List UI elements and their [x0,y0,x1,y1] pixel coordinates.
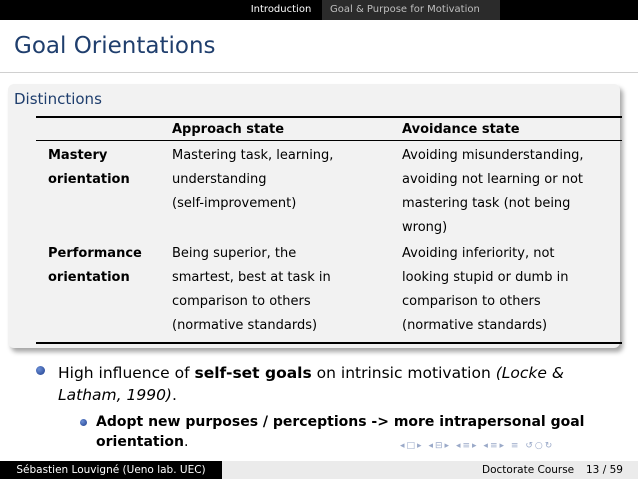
nav-right-icon[interactable]: ▸ [472,441,479,451]
nav-back-icon[interactable]: ↻ [544,441,555,451]
bullet-text-part: High influence of [58,364,195,382]
cell-line: looking stupid or dumb in [402,270,569,285]
bullet-text-part: Adopt new purposes / perceptions -> more intrapersonal goal orientation [96,414,585,450]
cell-line: (normative standards) [172,318,318,333]
table-row-label [48,242,142,290]
nav-align-icon[interactable]: ≡ [510,441,521,451]
nav-subsection-icon[interactable]: ⊟ [434,441,445,451]
nav-zoom-icon[interactable]: ○ [534,441,545,451]
table-row-label [48,144,130,192]
table-header-avoidance: Avoidance state [402,122,520,137]
nav-section-introduction[interactable]: Introduction [250,4,312,15]
top-navigation-bar [0,0,638,20]
nav-doc-icon[interactable]: ≡ [489,441,500,451]
slide-navigation-controls[interactable] [400,441,632,455]
bullet-text-part: on intrinsic motivation [311,364,496,382]
bullet-text-part: . [171,386,177,404]
cell-line: Being superior, the [172,246,297,261]
nav-left-icon[interactable]: ◂ [400,441,407,451]
footer [0,461,638,479]
cell-line: Avoiding misunderstanding, [402,148,584,163]
nav-right-icon[interactable]: ▸ [499,441,507,451]
footer-page-number: 13 / 59 [586,464,623,476]
title-divider [0,72,638,73]
bullet-emphasis: self-set goals [194,364,312,382]
cell-line: (normative standards) [402,318,548,333]
nav-right-icon[interactable]: ▸ [444,441,452,451]
bullet-text-1 [58,362,598,406]
table-cell-mastery-avoidance [402,144,584,240]
nav-search-icon[interactable]: ↺ [525,441,535,451]
nav-left-icon[interactable]: ◂ [428,441,435,451]
nav-left-icon[interactable]: ◂ [455,441,463,451]
table-cell-performance-approach [172,242,331,338]
cell-line: Avoiding inferiority, not [402,246,555,261]
nav-frame-icon[interactable]: □ [406,441,418,451]
cell-line: mastering task (not being [402,196,571,211]
cell-line: (self-improvement) [172,196,297,211]
bullet-citation: (Locke & Latham, 1990) [58,364,564,404]
footer-author: Sébastien Louvigné (Ueno lab. UEC) [0,461,222,479]
table-top-rule [36,116,622,118]
cell-line: smartest, best at task in [172,270,331,285]
bullet-text-part: . [184,434,189,450]
table-header-approach: Approach state [172,122,285,137]
table-cell-mastery-approach [172,144,333,216]
slide-title: Goal Orientations [14,33,216,59]
nav-section-icon[interactable]: ≡ [462,441,473,451]
bullet-icon [36,366,45,375]
cell-line: understanding [172,172,267,187]
block-title: Distinctions [14,90,102,108]
nav-section-goal-purpose[interactable]: Goal & Purpose for Motivation [322,0,500,20]
table-cell-performance-avoidance [402,242,568,338]
nav-right-icon[interactable]: ▸ [417,441,424,451]
row-label-line: Performance [48,246,142,261]
sub-bullet-icon [80,419,87,426]
footer-info [222,461,638,479]
cell-line: wrong) [402,220,448,235]
footer-course: Doctorate Course [482,464,575,476]
cell-line: comparison to others [172,294,311,309]
row-label-line: orientation [48,270,130,285]
table-header-rule [36,140,622,141]
cell-line: comparison to others [402,294,541,309]
nav-left-icon[interactable]: ◂ [483,441,490,451]
cell-line: avoiding not learning or not [402,172,584,187]
table-bottom-rule [36,342,622,344]
row-label-line: Mastery [48,148,108,163]
row-label-line: orientation [48,172,130,187]
cell-line: Mastering task, learning, [172,148,334,163]
